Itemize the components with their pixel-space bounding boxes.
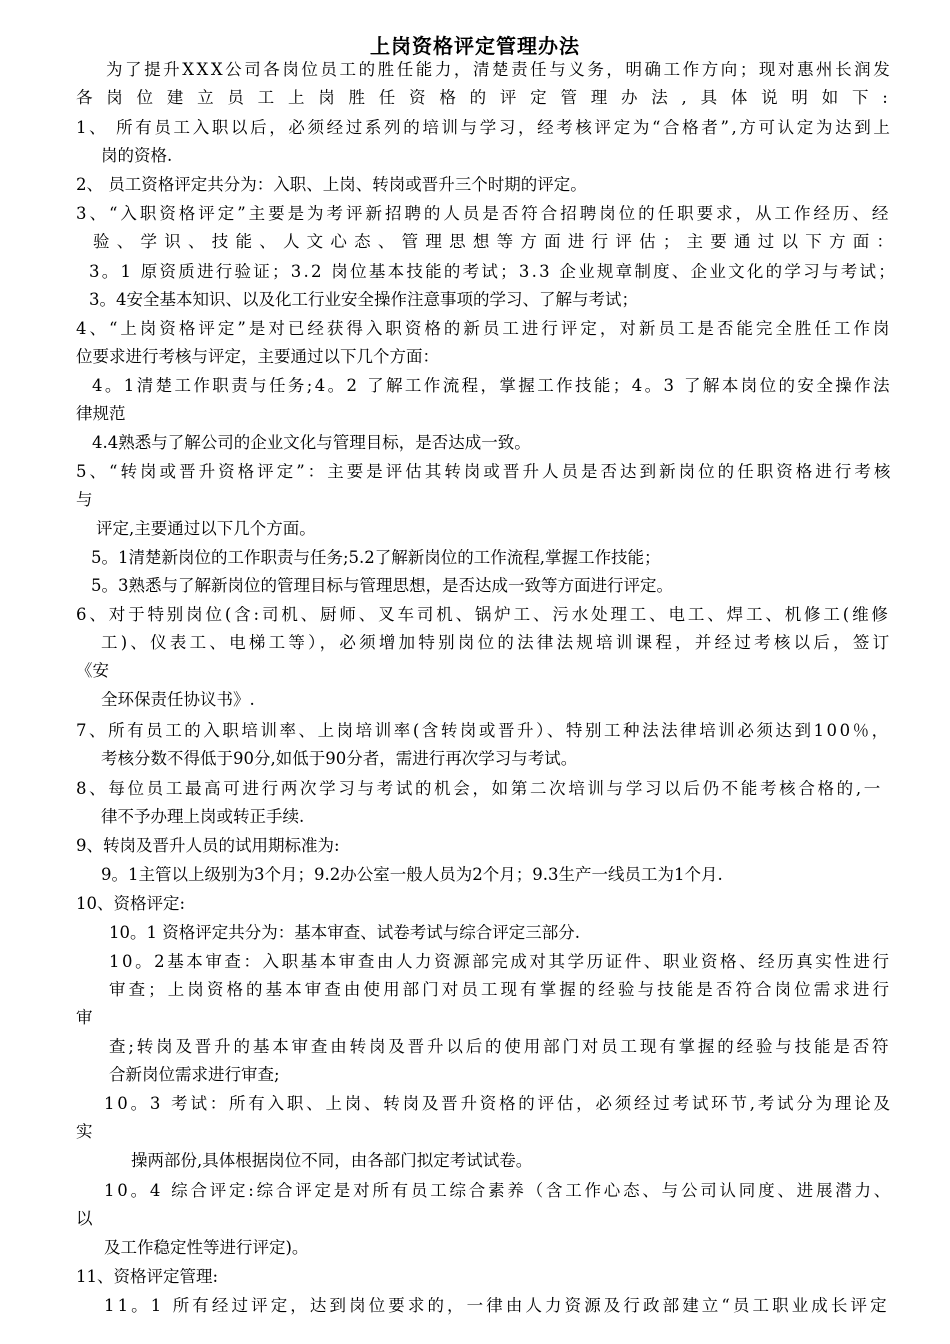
text-line: 全环保责任协议书》.: [101, 690, 255, 709]
text-line: 11、资格评定管理:: [76, 1267, 219, 1286]
text-line: 合新岗位需求进行审查;: [109, 1065, 280, 1084]
document-title: 上岗资格评定管理办法: [370, 34, 580, 58]
text-line: 岗的资格.: [101, 146, 173, 165]
text-line: 《安: [76, 661, 109, 680]
text-line: 4、“上岗资格评定”是对已经获得入职资格的新员工进行评定，对新员工是否能完全胜任工作岗: [76, 319, 893, 338]
text-line: 考核分数不得低于90分,如低于90分者，需进行再次学习与考试。: [101, 749, 578, 768]
text-line: 评定,主要通过以下几个方面。: [96, 519, 316, 538]
text-line: 及工作稳定性等进行评定)。: [104, 1238, 309, 1257]
text-line: 审: [76, 1008, 93, 1027]
text-line: 查;转岗及晋升的基本审查由转岗及晋升以后的使用部门对员工现有掌握的经验与技能是否符: [109, 1037, 892, 1056]
text-line: 位要求进行考核与评定，主要通过以下几个方面：: [76, 347, 439, 366]
text-line: 实: [76, 1122, 93, 1141]
text-line: 4.4熟悉与了解公司的企业文化与管理目标，是否达成一致。: [92, 433, 531, 452]
text-line: 审查；上岗资格的基本审查由使用部门对员工现有掌握的经验与技能是否符合岗位需求进行: [109, 980, 893, 999]
text-line: 各岗位建立员工上岗胜任资格的评定管理办法,具体说明如下:: [76, 88, 902, 107]
text-line: 10。4 综合评定:综合评定是对所有员工综合素养（含工作心态、与公司认同度、进展潜力、: [104, 1181, 894, 1200]
text-line: 1、 所有员工入职以后，必须经过系列的培训与学习，经考核评定为“合格者”,方可认定为达到上: [76, 118, 893, 137]
text-line: 5、“转岗或晋升资格评定”：主要是评估其转岗或晋升人员是否达到新岗位的任职资格进行考核: [76, 462, 894, 481]
text-line: 为了提升XXX公司各岗位员工的胜任能力，清楚责任与义务，明确工作方向；现对惠州长润发: [106, 60, 893, 79]
text-line: 3。1 原资质进行验证；3.2 岗位基本技能的考试；3.3 企业规章制度、企业文化的学习与考试；: [89, 262, 897, 281]
text-line: 6、对于特别岗位(含:司机、厨师、叉车司机、锅炉工、污水处理工、电工、焊工、机修工(维修: [76, 605, 891, 624]
text-line: 验、学识、技能、人文心态、管理思想等方面进行评估；主要通过以下方面：: [93, 232, 901, 251]
text-line: 9。1主管以上级别为3个月；9.2办公室一般人员为2个月；9.3生产一线员工为1个月.: [101, 865, 723, 884]
text-line: 7、所有员工的入职培训率、上岗培训率(含转岗或晋升）、特别工种法法律培训必须达到100％，: [76, 721, 891, 740]
text-line: 10。2基本审查：入职基本审查由人力资源部完成对其学历证件、职业资格、经历真实性进行: [109, 952, 892, 971]
text-line: 3。4安全基本知识、以及化工行业安全操作注意事项的学习、了解与考试；: [89, 290, 638, 309]
text-line: 5。3熟悉与了解新岗位的管理目标与管理思想，是否达成一致等方面进行评定。: [91, 576, 673, 595]
text-line: 5。1清楚新岗位的工作职责与任务;5.2了解新岗位的工作流程,掌握工作技能；: [91, 548, 661, 567]
text-line: 10。3 考试：所有入职、上岗、转岗及晋升资格的评估，必须经过考试环节,考试分为理论及: [104, 1094, 893, 1113]
text-line: 律不予办理上岗或转正手续.: [101, 807, 305, 826]
text-line: 11。1 所有经过评定，达到岗位要求的，一律由人力资源及行政部建立“员工职业成长评定: [104, 1296, 890, 1315]
text-line: 8、每位员工最高可进行两次学习与考试的机会，如第二次培训与学习以后仍不能考核合格的,一: [76, 779, 883, 798]
text-line: 律规范: [76, 404, 126, 423]
text-line: 2、 员工资格评定共分为：入职、上岗、转岗或晋升三个时期的评定。: [76, 175, 587, 194]
text-line: 4。1清楚工作职责与任务;4。2 了解工作流程，掌握工作技能；4。3 了解本岗位的安全操作法: [92, 376, 892, 395]
text-line: 9、转岗及晋升人员的试用期标准为:: [76, 836, 340, 855]
text-line: 10、资格评定:: [76, 894, 186, 913]
text-line: 工)、仪表工、电梯工等），必须增加特别岗位的法律法规培训课程，并经过考核以后，签订: [101, 633, 893, 652]
text-line: 与: [76, 490, 93, 509]
text-line: 10。1 资格评定共分为：基本审查、试卷考试与综合评定三部分.: [109, 923, 580, 942]
text-line: 3、“入职资格评定”主要是为考评新招聘的人员是否符合招聘岗位的任职要求，从工作经历、经: [76, 204, 892, 223]
text-line: 以: [76, 1209, 93, 1228]
text-line: 操两部份,具体根据岗位不同，由各部门拟定考试试卷。: [131, 1151, 533, 1170]
